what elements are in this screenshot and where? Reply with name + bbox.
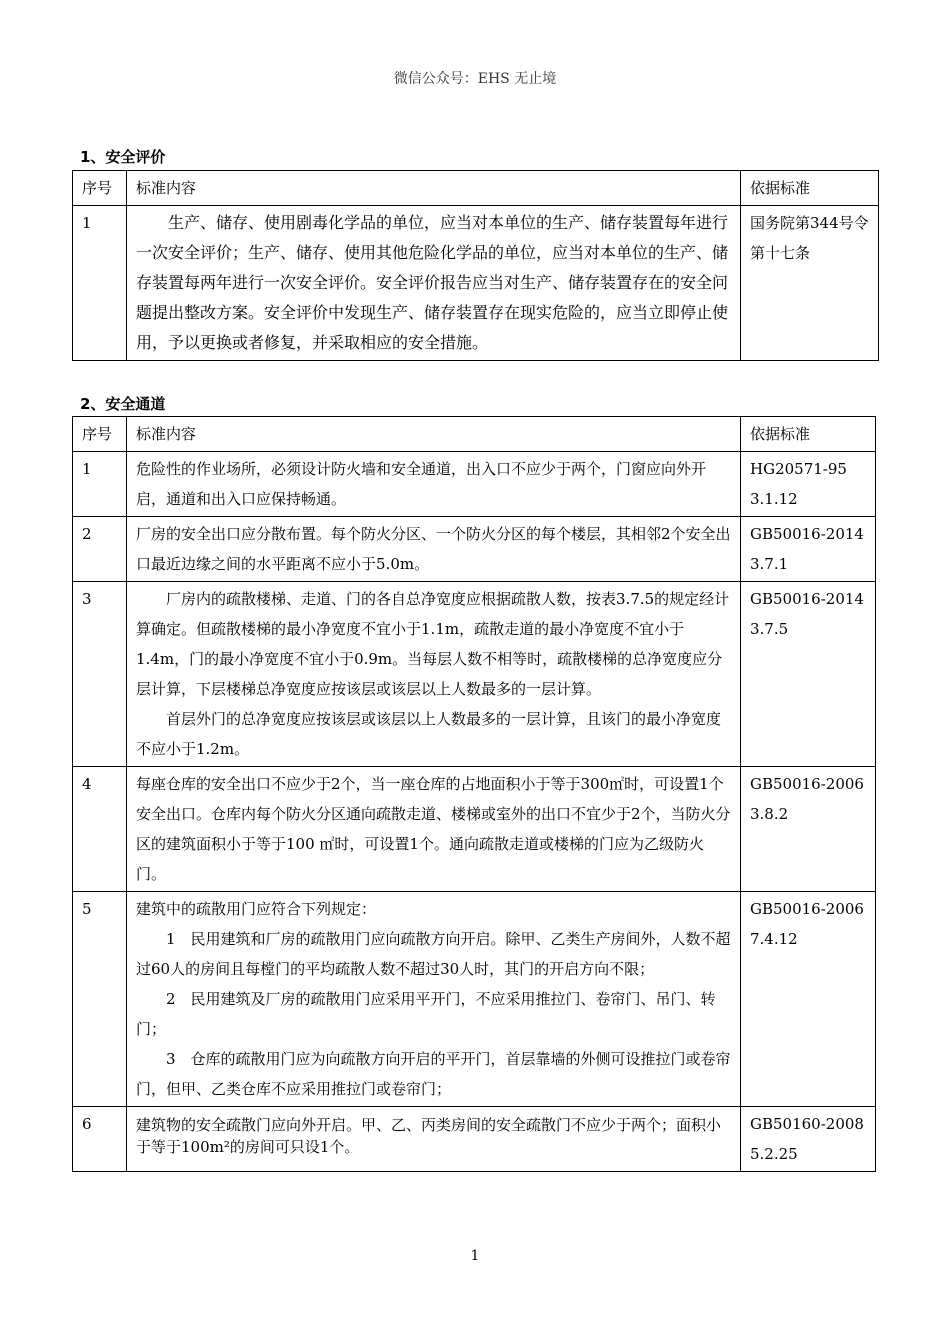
content-paragraph: 建筑中的疏散用门应符合下列规定： [136,900,377,918]
basis-standard: HG20571-95 [750,460,847,478]
content-paragraph: 首层外门的总净宽度应按该层或该层以上人数最多的一层计算，且该门的最小净宽度不应小于1.2m。 [136,710,722,758]
row-content [127,206,741,361]
content-paragraph: 2 民用建筑及厂房的疏散用门应采用平开门，不应采用推拉门、卷帘门、吊门、转门； [136,990,716,1038]
basis-clause: 3.7.1 [750,555,789,573]
basis-standard: GB50016-2014 [750,590,864,608]
table-row [73,582,876,767]
row-seq: 2 [73,517,127,582]
basis-standard: GB50016-2014 [750,525,864,543]
row-basis [741,1107,876,1172]
table-row [73,517,876,582]
basis-clause: 3.1.12 [750,490,798,508]
row-content [127,452,741,517]
content-paragraph: 每座仓库的安全出口不应少于2个，当一座仓库的占地面积小于等于300㎡时，可设置1个安全出口。仓库内每个防火分区通向疏散走道、楼梯或室外的出口不宜少于2个，当防火分区的建筑面积小于等于100 ㎡时，可设置1个。通向疏散走道或楼梯的门应为乙级防火门。 [136,775,731,883]
table-row [73,767,876,892]
row-seq: 5 [73,892,127,1107]
row-basis [741,206,879,361]
content-paragraph: 建筑物的安全疏散门应向外开启。甲、乙、丙类房间的安全疏散门不应少于两个；面积小于等于100m²的房间可只设1个。 [136,1116,722,1156]
table-row [73,892,876,1107]
content-paragraph: 1 民用建筑和厂房的疏散用门应向疏散方向开启。除甲、乙类生产房间外，人数不超过60人的房间且每樘门的平均疏散人数不超过30人时，其门的开启方向不限； [136,930,731,978]
content-paragraph: 3 仓库的疏散用门应为向疏散方向开启的平开门，首层靠墙的外侧可设推拉门或卷帘门，但甲、乙类仓库不应采用推拉门或卷帘门； [136,1050,731,1098]
basis-clause: 3.7.5 [750,620,789,638]
page-header: 微信公众号：EHS 无止境 [393,71,557,87]
table-header-row [73,171,879,206]
row-basis [741,892,876,1107]
row-content [127,767,741,892]
column-header-seq: 序号 [73,417,127,452]
row-seq: 6 [73,1107,127,1172]
content-paragraph: 危险性的作业场所，必须设计防火墙和安全通道，出入口不应少于两个，门窗应向外开启，通道和出入口应保持畅通。 [136,460,707,508]
row-content [127,892,741,1107]
table-row [73,452,876,517]
row-seq: 1 [73,206,127,361]
column-header-seq: 序号 [73,171,127,206]
row-basis [741,582,876,767]
basis-standard: 国务院第344号令 [750,214,869,232]
basis-clause: 7.4.12 [750,930,798,948]
row-basis [741,767,876,892]
content-paragraph: 生产、储存、使用剧毒化学品的单位，应当对本单位的生产、储存装置每年进行一次安全评价；生产、储存、使用其他危险化学品的单位，应当对本单位的生产、储存装置每两年进行一次安全评价。安全评价报告应当对生产、储存装置存在的安全问题提出整改方案。安全评价中发现生产、储存装置存在现实危险的，应当立即停止使用，予以更换或者修复，并采取相应的安全措施。 [136,213,729,352]
table-row [73,206,879,361]
section-title-safety-passage: 2、安全通道 [80,395,166,413]
content-paragraph: 厂房内的疏散楼梯、走道、门的各自总净宽度应根据疏散人数，按表3.7.5的规定经计算确定。但疏散楼梯的最小净宽度不宜小于1.1m，疏散走道的最小净宽度不宜小于1.4m，门的最小净宽度不宜小于0.9m。当每层人数不相等时，疏散楼梯的总净宽度应分层计算，下层楼梯总净宽度应按该层或该层以上人数最多的一层计算。 [136,590,730,698]
row-content [127,582,741,767]
column-header-basis: 依据标准 [741,417,876,452]
table-header-row [73,417,876,452]
basis-standard: GB50160-2008 [750,1115,864,1133]
safety-evaluation-table [72,170,879,361]
row-seq: 3 [73,582,127,767]
row-basis [741,517,876,582]
column-header-content: 标准内容 [127,171,741,206]
basis-standard: GB50016-2006 [750,775,864,793]
row-seq: 1 [73,452,127,517]
content-paragraph: 厂房的安全出口应分散布置。每个防火分区、一个防火分区的每个楼层，其相邻2个安全出口最近边缘之间的水平距离不应小于5.0m。 [136,525,731,573]
row-content [127,1107,741,1172]
basis-clause: 5.2.25 [750,1145,798,1163]
basis-standard: GB50016-2006 [750,900,864,918]
safety-passage-table [72,416,876,1172]
column-header-basis: 依据标准 [741,171,879,206]
page-number: 1 [470,1248,480,1264]
section-title-safety-evaluation: 1、安全评价 [80,148,166,166]
table-row [73,1107,876,1172]
basis-clause: 第十七条 [750,244,811,262]
basis-clause: 3.8.2 [750,805,789,823]
row-content [127,517,741,582]
column-header-content: 标准内容 [127,417,741,452]
row-seq: 4 [73,767,127,892]
row-basis [741,452,876,517]
